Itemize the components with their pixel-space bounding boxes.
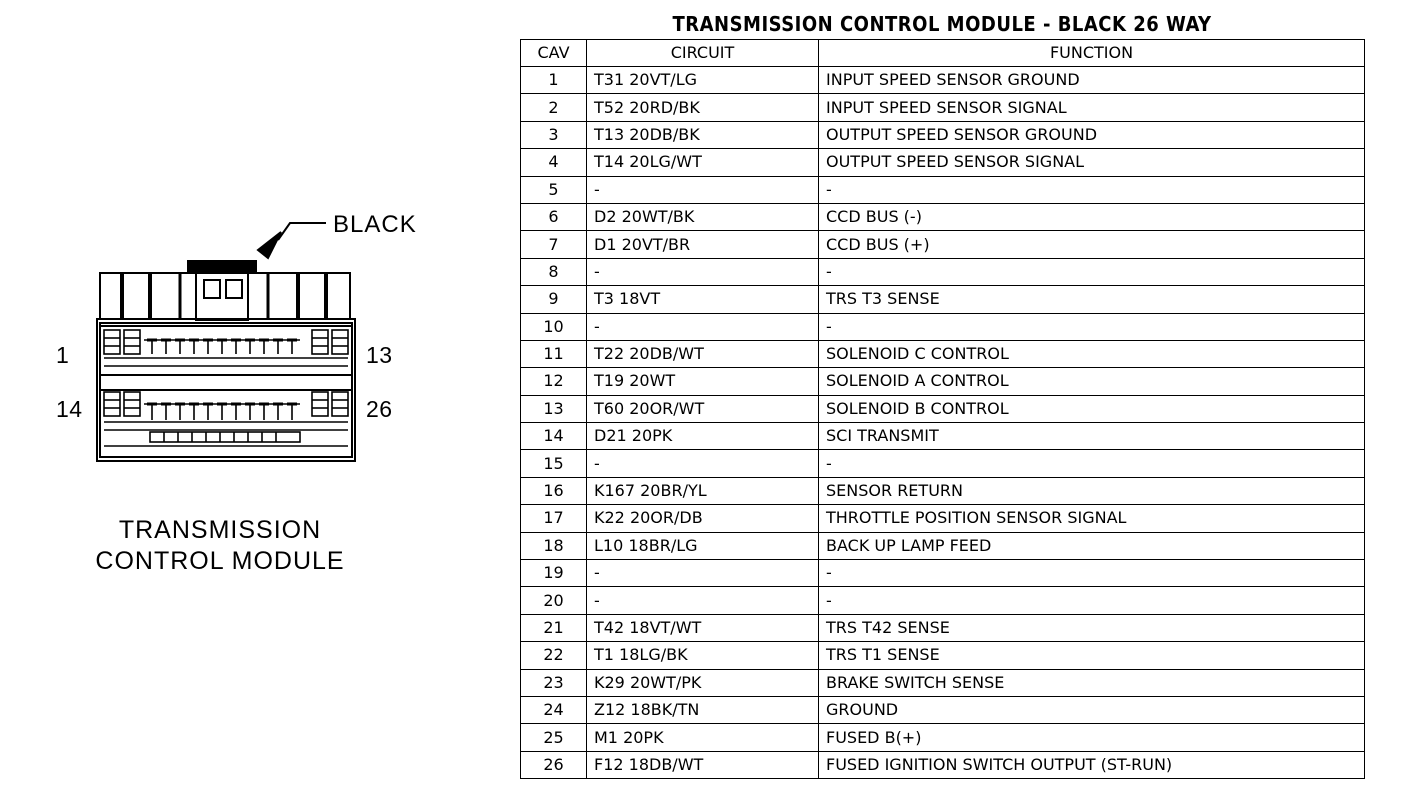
- connector-face-drawing: [0, 0, 500, 600]
- cav-cell: 20: [521, 587, 587, 614]
- table-header-row: [521, 40, 1365, 67]
- module-caption-line2: CONTROL MODULE: [95, 547, 345, 575]
- table-row: [521, 203, 1365, 230]
- circuit-cell: K29 20WT/PK: [587, 669, 819, 696]
- function-cell: OUTPUT SPEED SENSOR SIGNAL: [819, 149, 1365, 176]
- circuit-cell: T22 20DB/WT: [587, 340, 819, 367]
- function-cell: OUTPUT SPEED SENSOR GROUND: [819, 121, 1365, 148]
- cav-cell: 9: [521, 286, 587, 313]
- cav-cell: 5: [521, 176, 587, 203]
- function-cell: CCD BUS (+): [819, 231, 1365, 258]
- table-row: [521, 313, 1365, 340]
- circuit-cell: T13 20DB/BK: [587, 121, 819, 148]
- module-caption-line1: TRANSMISSION: [118, 516, 322, 544]
- function-cell: BACK UP LAMP FEED: [819, 532, 1365, 559]
- circuit-cell: -: [587, 560, 819, 587]
- circuit-cell: D2 20WT/BK: [587, 203, 819, 230]
- cav-cell: 14: [521, 423, 587, 450]
- circuit-cell: T52 20RD/BK: [587, 94, 819, 121]
- table-row: [521, 67, 1365, 94]
- function-cell: SOLENOID B CONTROL: [819, 395, 1365, 422]
- circuit-cell: T31 20VT/LG: [587, 67, 819, 94]
- pin-label-first-bottom: 14: [56, 396, 83, 422]
- table-row: [521, 532, 1365, 559]
- cav-cell: 4: [521, 149, 587, 176]
- cav-cell: 25: [521, 724, 587, 751]
- table-row: [521, 696, 1365, 723]
- header-cav: CAV: [521, 40, 587, 67]
- function-cell: TRS T3 SENSE: [819, 286, 1365, 313]
- circuit-cell: T1 18LG/BK: [587, 642, 819, 669]
- cav-cell: 1: [521, 67, 587, 94]
- function-cell: GROUND: [819, 696, 1365, 723]
- function-cell: TRS T42 SENSE: [819, 614, 1365, 641]
- table-body: [521, 67, 1365, 779]
- circuit-cell: -: [587, 587, 819, 614]
- cav-cell: 12: [521, 368, 587, 395]
- function-cell: INPUT SPEED SENSOR GROUND: [819, 67, 1365, 94]
- circuit-cell: Z12 18BK/TN: [587, 696, 819, 723]
- table-row: [521, 560, 1365, 587]
- cav-cell: 24: [521, 696, 587, 723]
- table-row: [521, 395, 1365, 422]
- function-cell: BRAKE SWITCH SENSE: [819, 669, 1365, 696]
- cav-cell: 10: [521, 313, 587, 340]
- function-cell: -: [819, 587, 1365, 614]
- circuit-cell: L10 18BR/LG: [587, 532, 819, 559]
- cav-cell: 15: [521, 450, 587, 477]
- circuit-cell: -: [587, 313, 819, 340]
- cav-cell: 11: [521, 340, 587, 367]
- pinout-table: [520, 39, 1365, 779]
- function-cell: SCI TRANSMIT: [819, 423, 1365, 450]
- circuit-cell: T3 18VT: [587, 286, 819, 313]
- pin-label-last-bottom: 26: [366, 396, 393, 422]
- table-row: [521, 94, 1365, 121]
- table-row: [521, 176, 1365, 203]
- table-row: [521, 450, 1365, 477]
- header-circuit: CIRCUIT: [587, 40, 819, 67]
- connector-illustration: [0, 0, 500, 798]
- function-cell: SOLENOID C CONTROL: [819, 340, 1365, 367]
- table-row: [521, 286, 1365, 313]
- function-cell: THROTTLE POSITION SENSOR SIGNAL: [819, 505, 1365, 532]
- cav-cell: 19: [521, 560, 587, 587]
- circuit-cell: D21 20PK: [587, 423, 819, 450]
- function-cell: -: [819, 176, 1365, 203]
- circuit-cell: T14 20LG/WT: [587, 149, 819, 176]
- circuit-cell: -: [587, 176, 819, 203]
- cav-cell: 21: [521, 614, 587, 641]
- cav-cell: 23: [521, 669, 587, 696]
- table-row: [521, 669, 1365, 696]
- table-title: TRANSMISSION CONTROL MODULE - BLACK 26 WAY: [672, 12, 1212, 36]
- table-row: [521, 642, 1365, 669]
- function-cell: CCD BUS (-): [819, 203, 1365, 230]
- circuit-cell: F12 18DB/WT: [587, 751, 819, 778]
- circuit-cell: K22 20OR/DB: [587, 505, 819, 532]
- circuit-cell: M1 20PK: [587, 724, 819, 751]
- table-row: [521, 149, 1365, 176]
- table-row: [521, 231, 1365, 258]
- cav-cell: 8: [521, 258, 587, 285]
- function-cell: INPUT SPEED SENSOR SIGNAL: [819, 94, 1365, 121]
- header-function: FUNCTION: [819, 40, 1365, 67]
- function-cell: FUSED IGNITION SWITCH OUTPUT (ST-RUN): [819, 751, 1365, 778]
- circuit-cell: K167 20BR/YL: [587, 477, 819, 504]
- table-row: [521, 587, 1365, 614]
- cav-cell: 16: [521, 477, 587, 504]
- table-row: [521, 368, 1365, 395]
- cav-cell: 18: [521, 532, 587, 559]
- function-cell: SOLENOID A CONTROL: [819, 368, 1365, 395]
- cav-cell: 6: [521, 203, 587, 230]
- table-row: [521, 724, 1365, 751]
- function-cell: SENSOR RETURN: [819, 477, 1365, 504]
- connector-color-label: BLACK: [333, 211, 417, 238]
- circuit-cell: T42 18VT/WT: [587, 614, 819, 641]
- module-caption: [60, 515, 380, 577]
- cav-cell: 3: [521, 121, 587, 148]
- function-cell: -: [819, 313, 1365, 340]
- cav-cell: 26: [521, 751, 587, 778]
- function-cell: FUSED B(+): [819, 724, 1365, 751]
- cav-cell: 22: [521, 642, 587, 669]
- circuit-cell: T60 20OR/WT: [587, 395, 819, 422]
- table-row: [521, 505, 1365, 532]
- table-row: [521, 614, 1365, 641]
- cav-cell: 2: [521, 94, 587, 121]
- table-row: [521, 423, 1365, 450]
- function-cell: TRS T1 SENSE: [819, 642, 1365, 669]
- cav-cell: 17: [521, 505, 587, 532]
- function-cell: -: [819, 560, 1365, 587]
- circuit-cell: D1 20VT/BR: [587, 231, 819, 258]
- table-row: [521, 340, 1365, 367]
- pin-label-last-top: 13: [366, 342, 393, 368]
- cav-cell: 13: [521, 395, 587, 422]
- table-row: [521, 477, 1365, 504]
- pin-label-first-top: 1: [56, 342, 70, 368]
- table-row: [521, 258, 1365, 285]
- cav-cell: 7: [521, 231, 587, 258]
- table-row: [521, 751, 1365, 778]
- function-cell: -: [819, 450, 1365, 477]
- circuit-cell: T19 20WT: [587, 368, 819, 395]
- circuit-cell: -: [587, 450, 819, 477]
- function-cell: -: [819, 258, 1365, 285]
- table-row: [521, 121, 1365, 148]
- circuit-cell: -: [587, 258, 819, 285]
